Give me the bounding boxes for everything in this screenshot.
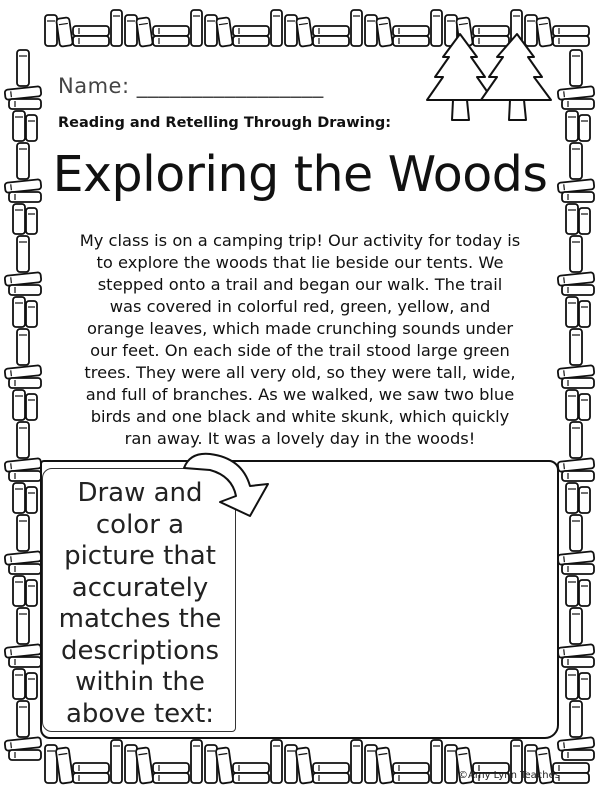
story-line: stepped onto a trail and began our walk. The trail: [97, 275, 503, 294]
book-icon: [376, 747, 394, 783]
book-icon: [562, 378, 594, 388]
book-icon: [558, 551, 595, 565]
book-icon: [233, 773, 269, 783]
book-icon: [313, 36, 349, 46]
book-icon: [13, 483, 25, 513]
prompt-line: matches the: [58, 604, 222, 634]
book-icon: [111, 10, 122, 46]
book-icon: [5, 551, 42, 565]
book-icon: [26, 487, 37, 513]
book-icon: [191, 10, 202, 46]
book-icon: [26, 115, 37, 141]
prompt-line: above text:: [65, 698, 215, 729]
book-icon: [56, 17, 73, 47]
book-icon: [5, 644, 42, 658]
copyright-credit: ©Amy Lynn Teaches: [458, 770, 560, 781]
book-icon: [26, 580, 37, 606]
book-icon: [558, 644, 595, 658]
book-icon: [296, 747, 314, 783]
book-icon: [17, 329, 29, 365]
book-icon: [216, 747, 234, 783]
book-icon: [558, 737, 595, 751]
book-icon: [5, 458, 42, 472]
prompt-line: color a: [95, 509, 185, 540]
page-title: Exploring the Woods: [52, 146, 548, 203]
story-line: birds and one black and white skunk, which quickly: [90, 407, 510, 426]
book-icon: [26, 394, 37, 420]
book-icon: [17, 608, 29, 644]
prompt-line: within the: [75, 667, 205, 697]
book-icon: [9, 657, 41, 667]
prompt-line: accurately: [71, 572, 209, 603]
book-icon: [296, 17, 313, 47]
story-line: to explore the woods that lie beside our tents. We: [96, 253, 504, 272]
book-icon: [153, 36, 189, 46]
book-icon: [56, 747, 74, 783]
book-icon: [566, 390, 578, 420]
book-icon: [393, 763, 429, 773]
book-icon: [566, 204, 578, 234]
book-icon: [351, 740, 362, 783]
book-icon: [26, 301, 37, 327]
book-icon: [562, 657, 594, 667]
book-icon: [566, 669, 578, 699]
book-icon: [136, 17, 153, 47]
book-icon: [26, 208, 37, 234]
story-line: orange leaves, which made crunching sounds under: [86, 319, 514, 338]
book-icon: [393, 773, 429, 783]
story-line: ran away. It was a lovely day in the woods!: [124, 429, 476, 448]
story-line: our feet. On each side of the trail stood large green: [90, 341, 510, 360]
book-icon: [9, 285, 41, 295]
story-line: My class is on a camping trip! Our activity for today is: [79, 231, 521, 250]
book-icon: [9, 378, 41, 388]
book-icon: [9, 564, 41, 574]
book-icon: [13, 576, 25, 606]
prompt-line: picture that: [64, 541, 216, 571]
curved-arrow-icon: [180, 450, 275, 525]
book-icon: [13, 111, 25, 141]
book-icon: [566, 111, 578, 141]
story-text: [40, 230, 560, 450]
book-icon: [17, 515, 29, 551]
book-icon: [73, 26, 109, 36]
book-icon: [376, 17, 393, 47]
book-icon: [205, 15, 217, 46]
book-icon: [13, 669, 25, 699]
book-icon: [558, 458, 595, 472]
book-icon: [566, 576, 578, 606]
book-icon: [566, 297, 578, 327]
book-icon: [562, 285, 594, 295]
book-icon: [17, 50, 29, 86]
book-icon: [562, 750, 594, 760]
book-icon: [125, 15, 137, 46]
book-icon: [558, 365, 595, 379]
book-icon: [233, 36, 269, 46]
story-line: and full of branches. As we walked, we saw two blue: [85, 385, 515, 404]
book-icon: [17, 236, 29, 272]
book-icon: [562, 564, 594, 574]
book-icon: [13, 204, 25, 234]
book-icon: [313, 26, 349, 36]
book-icon: [313, 773, 349, 783]
book-icon: [570, 515, 582, 551]
book-icon: [570, 422, 582, 458]
story-line: trees. They were all very old, so they were tall, wide,: [84, 363, 516, 382]
book-icon: [271, 10, 282, 46]
book-icon: [570, 329, 582, 365]
book-icon: [26, 673, 37, 699]
book-icon: [271, 740, 282, 783]
book-icon: [579, 394, 590, 420]
book-icon: [313, 763, 349, 773]
book-icon: [45, 15, 57, 46]
book-icon: [111, 740, 122, 783]
book-icon: [553, 36, 589, 46]
book-icon: [216, 17, 233, 47]
book-icon: [233, 26, 269, 36]
book-icon: [553, 26, 589, 36]
book-icon: [9, 99, 41, 109]
book-icon: [579, 580, 590, 606]
book-icon: [153, 763, 189, 773]
book-icon: [9, 750, 41, 760]
book-icon: [579, 115, 590, 141]
book-icon: [351, 10, 362, 46]
book-icon: [233, 763, 269, 773]
story-line: was covered in colorful red, green, yellow, and: [109, 297, 491, 316]
prompt-line: descriptions: [60, 635, 220, 666]
book-icon: [13, 390, 25, 420]
book-icon: [570, 608, 582, 644]
book-icon: [191, 740, 202, 783]
book-icon: [17, 701, 29, 737]
book-icon: [566, 483, 578, 513]
book-icon: [17, 422, 29, 458]
book-icon: [579, 208, 590, 234]
book-icon: [558, 86, 595, 100]
book-icon: [570, 701, 582, 737]
book-icon: [558, 272, 595, 286]
pine-trees-icon: [415, 32, 555, 127]
book-icon: [579, 487, 590, 513]
name-field[interactable]: Name: _________________: [58, 74, 324, 98]
book-icon: [9, 471, 41, 481]
book-icon: [13, 297, 25, 327]
book-icon: [73, 773, 109, 783]
book-icon: [136, 747, 154, 783]
book-icon: [5, 365, 42, 379]
book-icon: [562, 471, 594, 481]
subtitle: Reading and Retelling Through Drawing:: [58, 115, 392, 131]
book-icon: [570, 50, 582, 86]
book-icon: [562, 99, 594, 109]
book-icon: [5, 272, 42, 286]
book-icon: [153, 773, 189, 783]
book-icon: [579, 301, 590, 327]
book-icon: [431, 740, 442, 783]
prompt-line: Draw and: [77, 478, 203, 508]
book-icon: [570, 236, 582, 272]
book-icon: [73, 36, 109, 46]
book-icon: [73, 763, 109, 773]
book-icon: [365, 15, 377, 46]
book-icon: [153, 26, 189, 36]
book-icon: [5, 737, 42, 751]
book-icon: [285, 15, 297, 46]
book-icon: [5, 86, 42, 100]
book-icon: [579, 673, 590, 699]
